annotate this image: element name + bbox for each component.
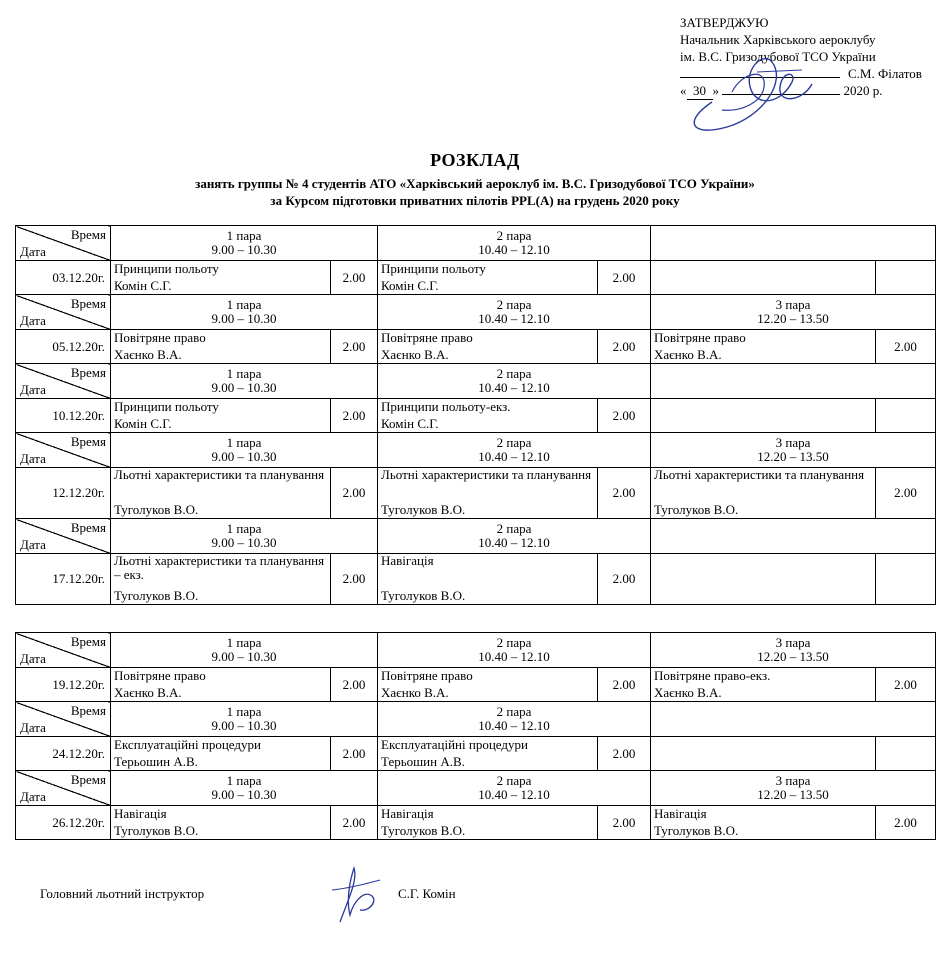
subject: Повітряне право-екз. bbox=[651, 668, 876, 685]
subject: Льотні характеристики та планування – екз. bbox=[111, 554, 331, 588]
subject: Навігація bbox=[378, 806, 598, 823]
subject: Навігація bbox=[378, 554, 598, 588]
teacher: Хаєнко В.А. bbox=[111, 685, 331, 702]
approval-signature bbox=[672, 42, 832, 142]
date-cell: 26.12.20г. bbox=[16, 806, 111, 840]
subject: Повітряне право bbox=[111, 668, 331, 685]
teacher: Хаєнко В.А. bbox=[378, 685, 598, 702]
schedule-table-1 bbox=[15, 225, 936, 605]
date-cell: 03.12.20г. bbox=[16, 261, 111, 295]
header-row bbox=[16, 226, 936, 261]
subject: Експлуатаційні процедури bbox=[111, 737, 331, 754]
hours: 2.00 bbox=[331, 468, 378, 519]
hours: 2.00 bbox=[331, 806, 378, 840]
teacher: Терьошин А.В. bbox=[111, 754, 331, 771]
subject: Принципи польоту bbox=[111, 399, 331, 416]
teacher: Хаєнко В.А. bbox=[378, 347, 598, 364]
approval-date-day: 30 bbox=[687, 82, 713, 100]
teacher: Комін С.Г. bbox=[378, 278, 598, 295]
document-course: за Курсом підготовки приватних пілотів PPL(A) на грудень 2020 року bbox=[270, 193, 680, 208]
document-title: РОЗКЛАД bbox=[430, 150, 520, 170]
subject: Принципи польоту bbox=[378, 261, 598, 278]
teacher: Туголуков В.О. bbox=[111, 588, 331, 605]
day-row bbox=[16, 468, 936, 502]
subject: Льотні характеристики та планування bbox=[651, 468, 876, 502]
date-cell: 12.12.20г. bbox=[16, 468, 111, 519]
teacher: Хаєнко В.А. bbox=[111, 347, 331, 364]
subject: Експлуатаційні процедури bbox=[378, 737, 598, 754]
teacher: Хаєнко В.А. bbox=[651, 685, 876, 702]
teacher: Туголуков В.О. bbox=[111, 823, 331, 840]
hours: 2.00 bbox=[331, 261, 378, 295]
day-row bbox=[16, 399, 936, 416]
header-row: Время Дата 1 пара 9.00 – 10.30 2 пара 10.40 – 12.10 bbox=[16, 364, 936, 399]
subject: Навігація bbox=[111, 806, 331, 823]
date-cell: 19.12.20г. bbox=[16, 668, 111, 702]
teacher: Туголуков В.О. bbox=[651, 502, 876, 519]
hours: 2.00 bbox=[598, 330, 651, 364]
date-cell: 17.12.20г. bbox=[16, 554, 111, 605]
approval-position: Начальник Харківського аероклубу bbox=[680, 32, 876, 47]
teacher: Туголуков В.О. bbox=[378, 588, 598, 605]
teacher: Туголуков В.О. bbox=[378, 502, 598, 519]
hours: 2.00 bbox=[331, 668, 378, 702]
subject: Льотні характеристики та планування bbox=[378, 468, 598, 502]
date-cell: 05.12.20г. bbox=[16, 330, 111, 364]
pair-3-header: 3 пара 12.20 – 13.50 bbox=[651, 295, 936, 330]
hours: 2.00 bbox=[331, 737, 378, 771]
teacher: Туголуков В.О. bbox=[378, 823, 598, 840]
hours: 2.00 bbox=[876, 668, 936, 702]
date-cell: 24.12.20г. bbox=[16, 737, 111, 771]
document-subtitle: занять группы № 4 студентів АТО «Харківський аероклуб ім. В.С. Гризодубової ТСО України» bbox=[195, 176, 755, 191]
subject: Повітряне право bbox=[378, 330, 598, 347]
day-row bbox=[16, 554, 936, 588]
hours: 2.00 bbox=[598, 806, 651, 840]
day-row bbox=[16, 668, 936, 685]
subject: Принципи польоту bbox=[111, 261, 331, 278]
footer-name: С.Г. Комін bbox=[398, 886, 456, 901]
day-row bbox=[16, 806, 936, 823]
teacher: Хаєнко В.А. bbox=[651, 347, 876, 364]
subject: Повітряне право bbox=[378, 668, 598, 685]
hours: 2.00 bbox=[331, 554, 378, 605]
header-row: Время Дата 1 пара 9.00 – 10.30 2 пара 10.40 – 12.10 bbox=[16, 519, 936, 554]
hours: 2.00 bbox=[876, 330, 936, 364]
teacher: Комін С.Г. bbox=[111, 278, 331, 295]
hours: 2.00 bbox=[598, 554, 651, 605]
date-cell: 10.12.20г. bbox=[16, 399, 111, 433]
teacher: Комін С.Г. bbox=[378, 416, 598, 433]
teacher: Туголуков В.О. bbox=[111, 502, 331, 519]
approval-date: « 30 » 2020 р. bbox=[680, 83, 883, 98]
header-row: Время Дата 1 пара 9.00 – 10.30 2 пара 10.40 – 12.10 3 пара 12.20 – 13.50 bbox=[16, 433, 936, 468]
subject: Повітряне право bbox=[111, 330, 331, 347]
hours: 2.00 bbox=[331, 399, 378, 433]
day-row bbox=[16, 737, 936, 754]
subject: Принципи польоту-екз. bbox=[378, 399, 598, 416]
instructor-signature bbox=[320, 860, 390, 930]
approval-title: ЗАТВЕРДЖУЮ bbox=[680, 15, 769, 30]
teacher: Комін С.Г. bbox=[111, 416, 331, 433]
day-row bbox=[16, 330, 936, 347]
subject: Льотні характеристики та планування bbox=[111, 468, 331, 502]
hours: 2.00 bbox=[598, 737, 651, 771]
pair-1-header: 1 пара 9.00 – 10.30 bbox=[111, 226, 378, 261]
hours: 2.00 bbox=[598, 261, 651, 295]
approval-organization: ім. В.С. Гризодубової ТСО України bbox=[680, 49, 876, 64]
footer-role: Головний льотний інструктор bbox=[40, 886, 205, 901]
teacher: Туголуков В.О. bbox=[651, 823, 876, 840]
header-row: Время Дата 1 пара 9.00 – 10.30 2 пара 10.40 – 12.10 3 пара 12.20 – 13.50 bbox=[16, 771, 936, 806]
day-row bbox=[16, 261, 936, 278]
schedule-table-2 bbox=[15, 632, 936, 840]
hours: 2.00 bbox=[876, 468, 936, 519]
header-row: Время Дата 1 пара 9.00 – 10.30 2 пара 10.40 – 12.10 3 пара 12.20 – 13.50 bbox=[16, 633, 936, 668]
hours: 2.00 bbox=[598, 468, 651, 519]
corner-header: Время Дата bbox=[16, 226, 111, 261]
hours: 2.00 bbox=[598, 399, 651, 433]
approval-signer-name: С.М. Філатов bbox=[848, 66, 922, 81]
hours: 2.00 bbox=[598, 668, 651, 702]
subject: Навігація bbox=[651, 806, 876, 823]
header-row: Время Дата 1 пара 9.00 – 10.30 2 пара 10.40 – 12.10 bbox=[16, 702, 936, 737]
pair-2-header: 2 пара 10.40 – 12.10 bbox=[378, 226, 651, 261]
approval-date-year: 2020 р. bbox=[843, 83, 883, 98]
header-row: Время Дата 1 пара 9.00 – 10.30 2 пара 10.40 – 12.10 3 пара 12.20 – 13.50 bbox=[16, 295, 936, 330]
hours: 2.00 bbox=[331, 330, 378, 364]
subject: Повітряне право bbox=[651, 330, 876, 347]
hours: 2.00 bbox=[876, 806, 936, 840]
teacher: Терьошин А.В. bbox=[378, 754, 598, 771]
